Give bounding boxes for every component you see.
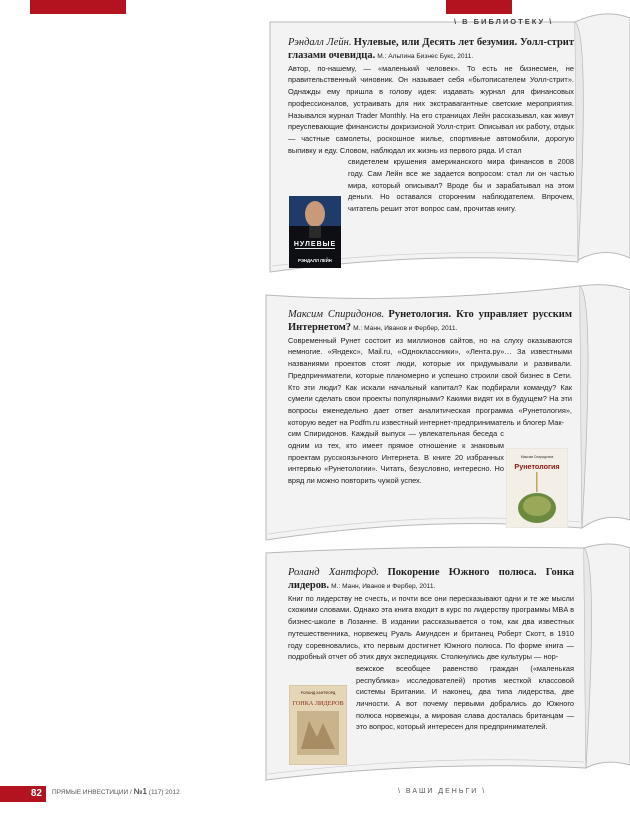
review-2-body: Современный Рунет состоит из миллионов сайтов, но на слуху оказываются немногие. «Яндекс», Mail.ru, «Одноклассники», «Лента.ру»… За известными названиями проектов стоят люди, которые их придумывали и развивали. Предприниматели, которые планомерно и успешно строили свой бизнес в Сети. Кто эти люди? Как искали начальный капитал? Как подбирали команду? Как сумели сделать свои проекты популярными? Какими видят их в будущем? На эти вопросы еженедельно дает ответ аналитическая программа «Рунетология», которую ведет на Podfm.ru известный интернет-предприниматель и блогер Мак- bbox=[288, 335, 572, 427]
review-3-author: Роланд Хантфорд. bbox=[288, 567, 379, 578]
footer-issue: №1 bbox=[133, 787, 147, 796]
review-2-author: Максим Спиридонов. bbox=[288, 309, 385, 320]
review-1-cover-author: РЭНДАЛЛ ЛЕЙН bbox=[298, 258, 332, 263]
section-tag: \ В БИБЛИОТЕКУ \ bbox=[454, 17, 554, 26]
review-3-cover-author: РОЛАНД ХАНТФОРД bbox=[300, 691, 336, 695]
review-2-title: Рунетология. Кто управляет русским Интернетом? bbox=[288, 309, 572, 333]
review-1-cover bbox=[289, 196, 341, 268]
review-1-publisher: М.: Альпина Бизнес Букс, 2011. bbox=[377, 53, 474, 60]
review-1-title: Нулевые, или Десять лет безумия. Уолл-стрит глазами очевидца. bbox=[288, 37, 574, 61]
footer-magazine: ПРЯМЫЕ ИНВЕСТИЦИИ / bbox=[52, 789, 132, 796]
review-3-body-side: вежское всеобщее равенство граждан («маленькая республика» исследователей) против жесткой классовой системы Британии. И наконец, два типа лидерства, две личности. А вот почему первыми добрались до Южного полюса норвежцы, а мировая слава досталась британцам — это вопрос, который интересен для предпринимателей. bbox=[356, 663, 574, 732]
page-number: 82 bbox=[0, 786, 46, 802]
review-2-cover-author: Максим Спиридонов bbox=[520, 455, 554, 459]
review-1 bbox=[288, 36, 574, 215]
footer-section: \ ВАШИ ДЕНЬГИ \ bbox=[398, 788, 487, 795]
review-1-cover-title: НУЛЕВЫЕ bbox=[293, 241, 337, 248]
review-1-heading bbox=[288, 36, 574, 63]
review-3-body: Книг по лидерству не счесть, и почти все они пересказывают одни и те же мысли схожими словами. Однако эта книга входит в курс по лидерству программы MBA в бизнес-школе в Лозанне. В издании рассказывается о том, как два известных путешественника, норвежец Руаль Амундсен и британец Роберт Скотт, в 1910 году соревновались, кто первым достигнет Южного полюса. По форме книга — подробный отчет об этих двух экспедициях. Столкнулись две культуры — нор- bbox=[288, 593, 574, 662]
review-3-title: Покорение Южного полюса. Гонка лидеров. bbox=[288, 567, 574, 591]
review-2-publisher: М.: Манн, Иванов и Фербер, 2011. bbox=[353, 325, 458, 332]
review-2-cover bbox=[506, 448, 568, 528]
footer-magazine-line bbox=[52, 787, 180, 796]
review-3-heading bbox=[288, 566, 574, 593]
review-1-author: Рэндалл Лейн. bbox=[288, 37, 352, 48]
review-1-body: Автор, по-нашему, — «маленький человек». То есть не бизнесмен, не правительственный чиновник. Он называет себя «бытописателем Уолл-стрит». Однажды ему пришла в голову идея: издавать журнал для финансовых профессионалов, устраивать для них экстравагантные светские мероприятия. Назывался журнал Trader Monthly. На его страницах Лейн рассказывал, как живут преуспевающие финансисты докризисной Уолл-стрит. Описывал их работу, отдых — частные самолеты, роскошное жилье, спортивные автомобили, дорогую выпивку и еду. Словом, наблюдал их жизнь из первого ряда. И стал bbox=[288, 63, 574, 155]
review-3-cover bbox=[289, 685, 347, 765]
review-3-publisher: М.: Манн, Иванов и Фербер, 2011. bbox=[331, 583, 436, 590]
review-3-cover-title: ГОНКА ЛИДЕРОВ bbox=[292, 700, 344, 707]
review-2-body-side: сим Спиридонов. Каждый выпуск — увлекательная беседа с одним из тех, кто имеет прямое отношение к знаковым проектам русскоязычного Интернета. В книге 20 избранных интервью «Рунетологии». Читать, безусловно, интересно. Но вряд ли можно повторить чужой успех. bbox=[288, 429, 504, 486]
review-2-cover-title: Рунетология bbox=[514, 462, 560, 471]
review-2-heading bbox=[288, 308, 572, 335]
footer-issue-detail: (117) 2012 bbox=[148, 789, 180, 796]
review-1-body-side: свидетелем крушения американского мира финансов в 2008 году. Сам Лейн все же задается вопросом: стал ли он частью мира, который описывал? Вроде бы и зарабатывал на этом деньги. Но оставался сторонним наблюдателем. Впрочем, читатель решит этот вопрос сам, прочитав книгу. bbox=[348, 157, 574, 214]
